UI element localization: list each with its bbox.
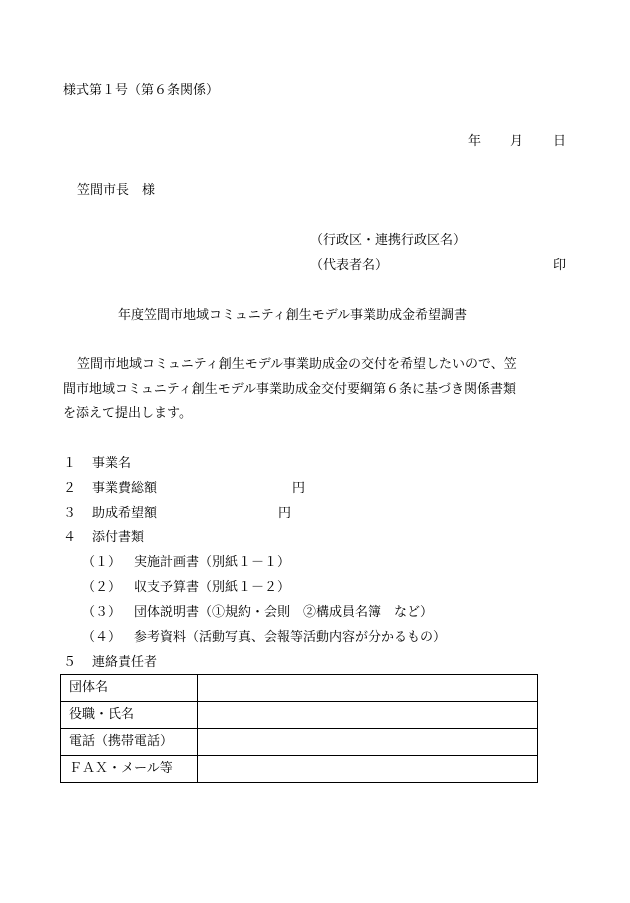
body-text-line-3: を添えて提出します。 bbox=[63, 406, 192, 421]
contact-value-fax-email[interactable] bbox=[198, 756, 538, 783]
date-year: 年 bbox=[468, 134, 482, 149]
attachment-number-3: （３） bbox=[82, 605, 122, 620]
table-row bbox=[61, 729, 538, 756]
item-number-3: ３ bbox=[63, 506, 77, 521]
contact-label-fax-email: ＦＡＸ・メール等 bbox=[61, 756, 198, 783]
document-title: 年度笠間市地域コミュニティ創生モデル事業助成金希望調書 bbox=[118, 308, 468, 323]
contact-value-organization[interactable] bbox=[198, 675, 538, 702]
item-number-1: １ bbox=[63, 456, 77, 471]
body-text-line-1: 笠間市地域コミュニティ創生モデル事業助成金の交付を希望したいので、笠 bbox=[77, 357, 517, 372]
item-unit-total-cost: 円 bbox=[292, 481, 306, 496]
contact-label-position-name: 役職・氏名 bbox=[61, 702, 198, 729]
item-label-total-cost: 事業費総額 bbox=[92, 481, 158, 496]
seal-mark: 印 bbox=[553, 258, 567, 273]
item-label-project-name: 事業名 bbox=[92, 456, 132, 471]
form-number: 様式第１号（第６条関係） bbox=[63, 83, 220, 98]
item-unit-requested-amount: 円 bbox=[278, 506, 292, 521]
item-label-requested-amount: 助成希望額 bbox=[92, 506, 158, 521]
date-month: 月 bbox=[510, 134, 524, 149]
attachment-text-4: 参考資料（活動写真、会報等活動内容が分かるもの） bbox=[134, 630, 447, 645]
item-label-attachments: 添付書類 bbox=[92, 530, 145, 545]
attachment-text-3: 団体説明書（①規約・会則 ②構成員名簿 など） bbox=[134, 605, 434, 620]
date-day: 日 bbox=[553, 134, 567, 149]
contact-table bbox=[60, 674, 538, 783]
contact-value-position-name[interactable] bbox=[198, 702, 538, 729]
attachment-number-2: （２） bbox=[82, 580, 122, 595]
sender-representative: （代表者名） bbox=[310, 258, 389, 273]
sender-district: （行政区・連携行政区名） bbox=[310, 233, 467, 248]
contact-label-phone: 電話（携帯電話） bbox=[61, 729, 198, 756]
attachment-number-4: （４） bbox=[82, 630, 122, 645]
item-number-4: ４ bbox=[63, 530, 77, 545]
attachment-number-1: （１） bbox=[82, 555, 122, 570]
contact-value-phone[interactable] bbox=[198, 729, 538, 756]
addressee: 笠間市長 様 bbox=[77, 183, 156, 198]
table-row bbox=[61, 756, 538, 783]
table-row bbox=[61, 675, 538, 702]
item-number-5: ５ bbox=[63, 655, 77, 670]
table-row bbox=[61, 702, 538, 729]
body-text-line-2: 間市地域コミュニティ創生モデル事業助成金交付要綱第６条に基づき関係書類 bbox=[63, 382, 517, 397]
item-label-contact-person: 連絡責任者 bbox=[92, 655, 158, 670]
item-number-2: ２ bbox=[63, 481, 77, 496]
contact-label-organization: 団体名 bbox=[61, 675, 198, 702]
attachment-text-1: 実施計画書（別紙１－１） bbox=[134, 555, 291, 570]
attachment-text-2: 収支予算書（別紙１－２） bbox=[134, 580, 291, 595]
